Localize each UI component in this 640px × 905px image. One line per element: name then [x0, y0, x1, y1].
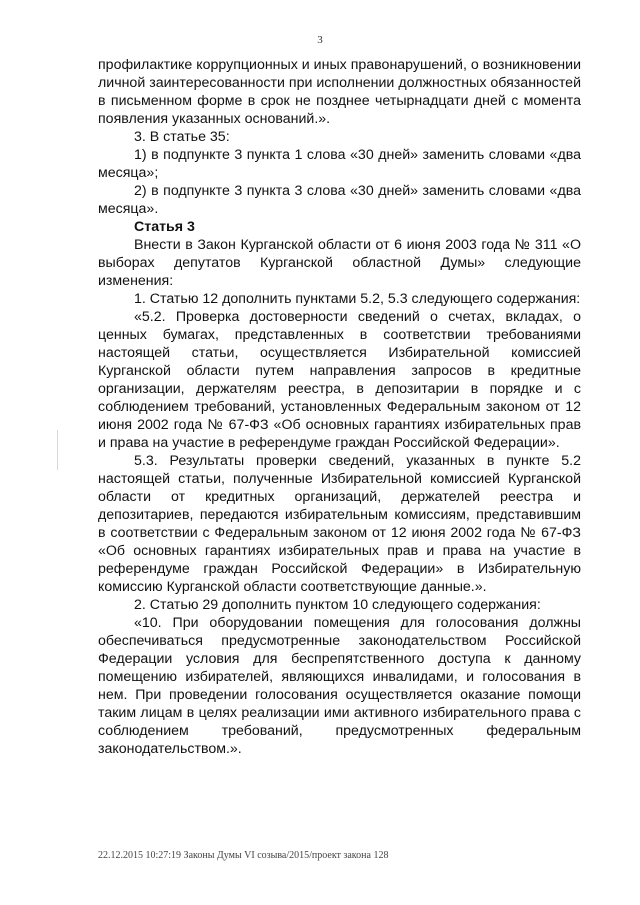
article-heading: Статья 3: [134, 219, 195, 235]
paragraph: «5.2. Проверка достоверности сведений о счетах, вкладах, о ценных бумагах, представленных в соответствии требованиями настоящей статьи, осуществляется Избирательной комиссией Курганской области путем направления запросов в кредитные организации, держателям реестра, в депозитарии в порядке и с соблюдением требований, установленных Федеральным законом от 12 июня 2002 года № 67-ФЗ «Об основных гарантиях избирательных прав и права на участие в референдуме граждан Российской Федерации».: [98, 309, 581, 451]
footer-stamp: 22.12.2015 10:27:19 Законы Думы VI созыва/2015/проект закона 128: [98, 850, 389, 861]
paragraph: «10. При оборудовании помещения для голосования должны обеспечиваться предусмотренные законодательством Российской Федерации условия для беспрепятственного доступа к данному помещению избирателей, являющихся инвалидами, и голосования в нем. При проведении голосования осуществляется оказание помощи таким лицам в целях реализации ими активного избирательного права с соблюдением требований, предусмотренных федеральным законодательством.».: [98, 615, 581, 757]
page-number: 3: [317, 34, 323, 46]
paragraph: 1) в подпункте 3 пункта 1 слова «30 дней» заменить словами «два месяца»;: [98, 147, 581, 181]
paragraph: 5.3. Результаты проверки сведений, указанных в пункте 5.2 настоящей статьи, полученные Избирательной комиссией Курганской области от кредитных организаций, держателей реестра и депозитариев, передаются избирательным комиссиям, представившим в соответствии с Федеральным законом от 12 июня 2002 года № 67-ФЗ «Об основных гарантиях избирательных прав и права на участие в референдуме граждан Российской Федерации» в Избирательную комиссию Курганской области соответствующие данные.».: [98, 453, 581, 595]
document-body: [98, 56, 581, 758]
paragraph: 2. Статью 29 дополнить пунктом 10 следующего содержания:: [134, 597, 541, 613]
paragraph: Внести в Закон Курганской области от 6 июня 2003 года № 311 «О выборах депутатов Курганской областной Думы» следующие изменения:: [98, 237, 581, 289]
paragraph: 2) в подпункте 3 пункта 3 слова «30 дней» заменить словами «два месяца».: [98, 183, 581, 217]
paragraph: 1. Статью 12 дополнить пунктами 5.2, 5.3 следующего содержания:: [134, 291, 581, 307]
margin-mark: [57, 430, 58, 470]
paragraph: профилактике коррупционных и иных правонарушений, о возникновении личной заинтересованности при исполнении должностных обязанностей в письменном форме в срок не позднее четырнадцати дней с момента появления указанных оснований.».: [98, 57, 581, 127]
paragraph: 3. В статье 35:: [134, 129, 230, 145]
